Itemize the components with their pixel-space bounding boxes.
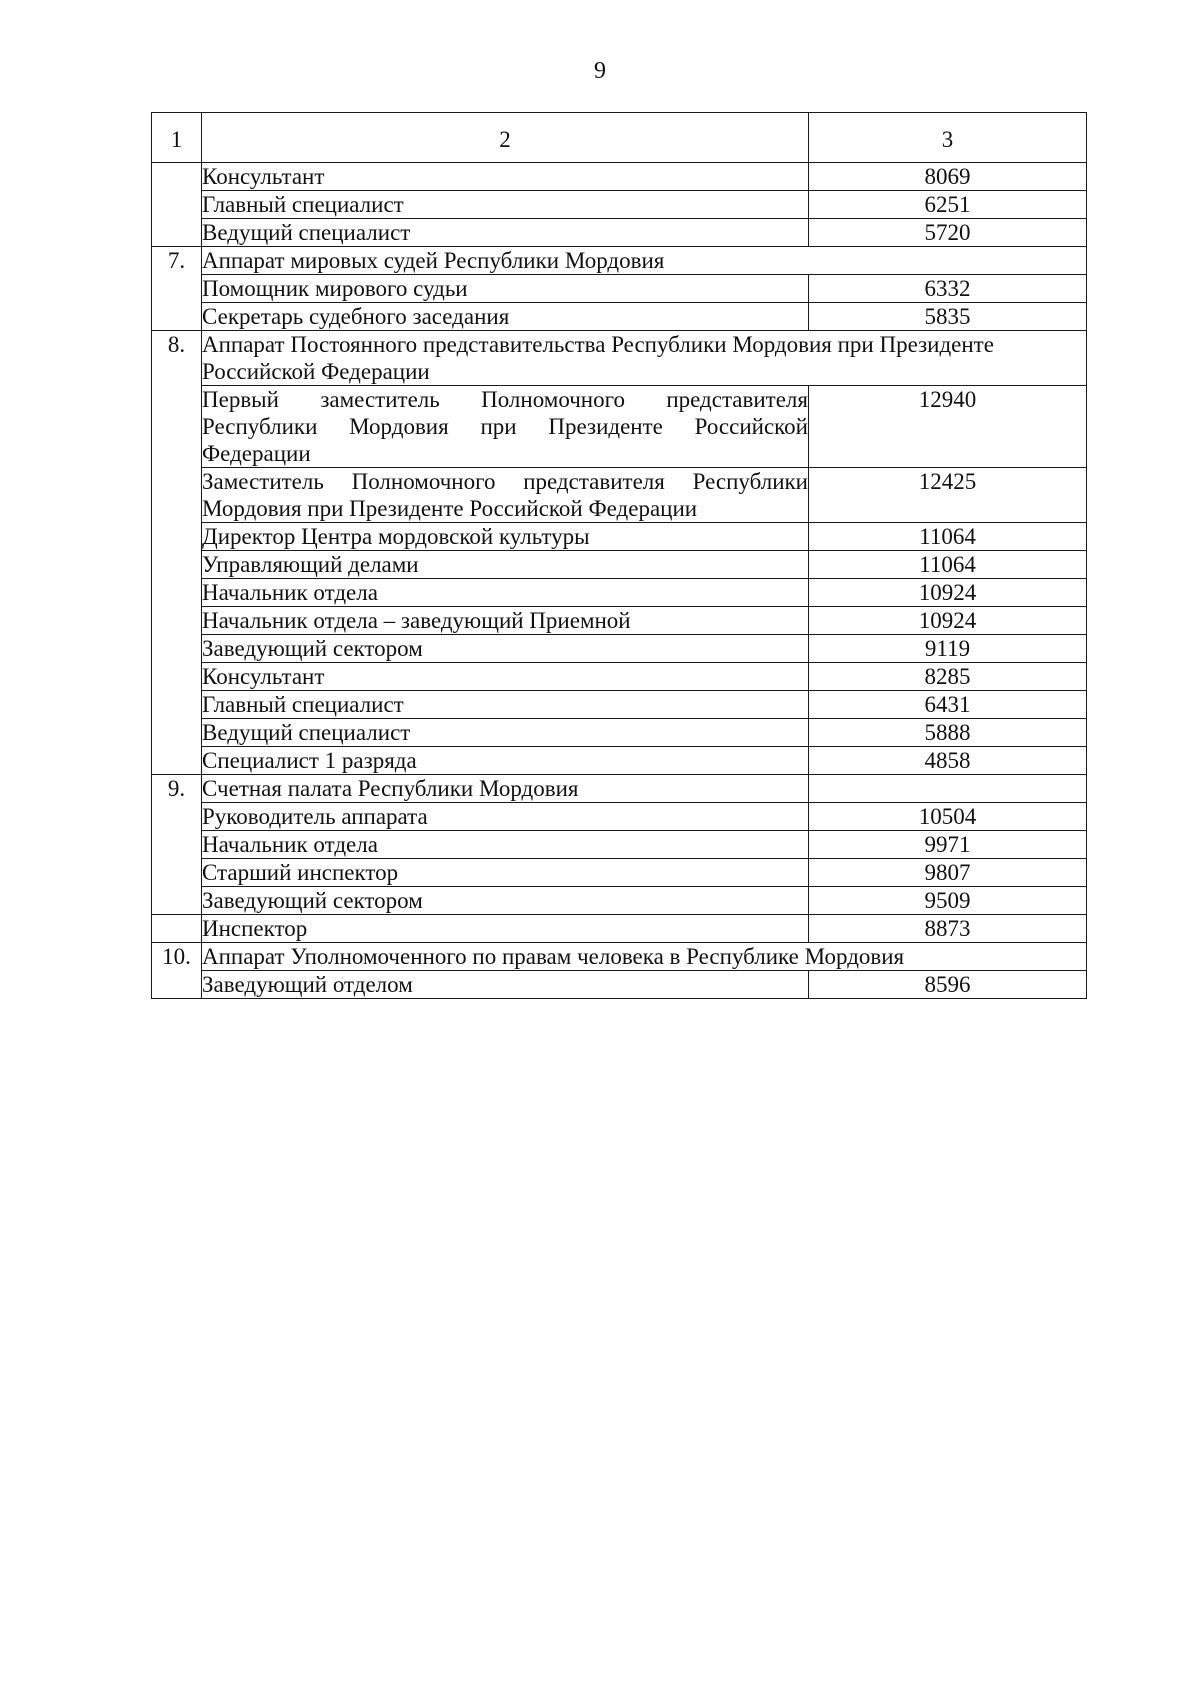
salary-value: 6431 — [809, 691, 1087, 719]
position-name: Заведующий сектором — [202, 635, 809, 663]
row-number — [152, 663, 202, 691]
table-row — [152, 523, 1087, 551]
table-row — [152, 719, 1087, 747]
table-row — [152, 635, 1087, 663]
salary-value: 5720 — [809, 219, 1087, 247]
position-name: Ведущий специалист — [202, 219, 809, 247]
salary-value: 12940 — [809, 386, 1087, 468]
salary-value: 6251 — [809, 191, 1087, 219]
table-row — [152, 163, 1087, 191]
position-name: Секретарь судебного заседания — [202, 303, 809, 331]
table-row — [152, 275, 1087, 303]
position-name: Счетная палата Республики Мордовия — [202, 775, 809, 803]
row-number — [152, 691, 202, 719]
position-name: Ведущий специалист — [202, 719, 809, 747]
salary-value: 5835 — [809, 303, 1087, 331]
table-row — [152, 663, 1087, 691]
row-number — [152, 859, 202, 887]
salary-value: 8873 — [809, 915, 1087, 943]
table-row — [152, 468, 1087, 523]
page-number: 9 — [594, 58, 606, 84]
row-number — [152, 468, 202, 523]
section-row — [152, 247, 1087, 275]
section-title: Аппарат мировых судей Республики Мордовия — [202, 247, 1087, 275]
salary-value: 6332 — [809, 275, 1087, 303]
row-number: 10. — [152, 943, 202, 971]
position-name: Директор Центра мордовской культуры — [202, 523, 809, 551]
salary-table — [151, 112, 1087, 999]
salary-value: 9807 — [809, 859, 1087, 887]
row-number — [152, 275, 202, 303]
row-number — [152, 607, 202, 635]
position-name: Инспектор — [202, 915, 809, 943]
row-number — [152, 386, 202, 468]
table-row — [152, 551, 1087, 579]
position-name: Начальник отдела – заведующий Приемной — [202, 607, 809, 635]
table-row — [152, 859, 1087, 887]
position-name: Консультант — [202, 663, 809, 691]
position-name: Специалист 1 разряда — [202, 747, 809, 775]
position-name: Заместитель Полномочного представителя Республики Мордовия при Президенте Российской Федерации — [202, 469, 808, 521]
salary-value: 5888 — [809, 719, 1087, 747]
row-number — [152, 803, 202, 831]
row-number — [152, 579, 202, 607]
table-row — [152, 191, 1087, 219]
position-name: Руководитель аппарата — [202, 803, 809, 831]
row-number — [152, 635, 202, 663]
position-name: Главный специалист — [202, 191, 809, 219]
salary-value: 8596 — [809, 971, 1087, 999]
salary-value: 9971 — [809, 831, 1087, 859]
row-number: 8. — [152, 331, 202, 386]
salary-value: 11064 — [809, 523, 1087, 551]
section-title: Аппарат Уполномоченного по правам человека в Республике Мордовия — [202, 943, 1087, 971]
table-row — [152, 386, 1087, 468]
position-name: Главный специалист — [202, 691, 809, 719]
salary-value: 8069 — [809, 163, 1087, 191]
row-number — [152, 831, 202, 859]
position-name: Начальник отдела — [202, 831, 809, 859]
row-number — [152, 303, 202, 331]
section-title: Аппарат Постоянного представительства Республики Мордовия при Президенте Российской Федерации — [202, 331, 1087, 386]
table-row — [152, 803, 1087, 831]
salary-value: 4858 — [809, 747, 1087, 775]
row-number — [152, 551, 202, 579]
row-number — [152, 887, 202, 915]
row-number — [152, 719, 202, 747]
table-row — [152, 887, 1087, 915]
salary-value: 12425 — [809, 468, 1087, 523]
row-number — [152, 523, 202, 551]
position-name: Заведующий отделом — [202, 971, 809, 999]
row-number: 7. — [152, 247, 202, 275]
row-number — [152, 219, 202, 247]
header-col-3: 3 — [809, 113, 1087, 163]
header-col-1: 1 — [152, 113, 202, 163]
table-row — [152, 303, 1087, 331]
salary-value: 10924 — [809, 579, 1087, 607]
row-number — [152, 915, 202, 943]
position-name: Заведующий сектором — [202, 887, 809, 915]
table-row — [152, 971, 1087, 999]
row-number: 9. — [152, 775, 202, 803]
table-row — [152, 691, 1087, 719]
position-name: Управляющий делами — [202, 551, 809, 579]
table-row — [152, 775, 1087, 803]
salary-value: 8285 — [809, 663, 1087, 691]
row-number — [152, 971, 202, 999]
table-row — [152, 831, 1087, 859]
row-number — [152, 163, 202, 191]
table-row — [152, 607, 1087, 635]
position-name: Первый заместитель Полномочного представителя Республики Мордовия при Президенте Российской Федерации — [202, 387, 808, 466]
salary-value: 10504 — [809, 803, 1087, 831]
salary-value: 11064 — [809, 551, 1087, 579]
table-row — [152, 579, 1087, 607]
position-name: Помощник мирового судьи — [202, 275, 809, 303]
salary-value — [809, 775, 1087, 803]
row-number — [152, 191, 202, 219]
position-name: Консультант — [202, 163, 809, 191]
position-name: Старший инспектор — [202, 859, 809, 887]
section-row — [152, 943, 1087, 971]
table-row — [152, 219, 1087, 247]
header-col-2: 2 — [202, 113, 809, 163]
table-header-row — [152, 113, 1087, 163]
row-number — [152, 747, 202, 775]
salary-value: 10924 — [809, 607, 1087, 635]
table-row — [152, 915, 1087, 943]
section-row — [152, 331, 1087, 386]
salary-value: 9119 — [809, 635, 1087, 663]
table-row — [152, 747, 1087, 775]
position-name: Начальник отдела — [202, 579, 809, 607]
salary-value: 9509 — [809, 887, 1087, 915]
